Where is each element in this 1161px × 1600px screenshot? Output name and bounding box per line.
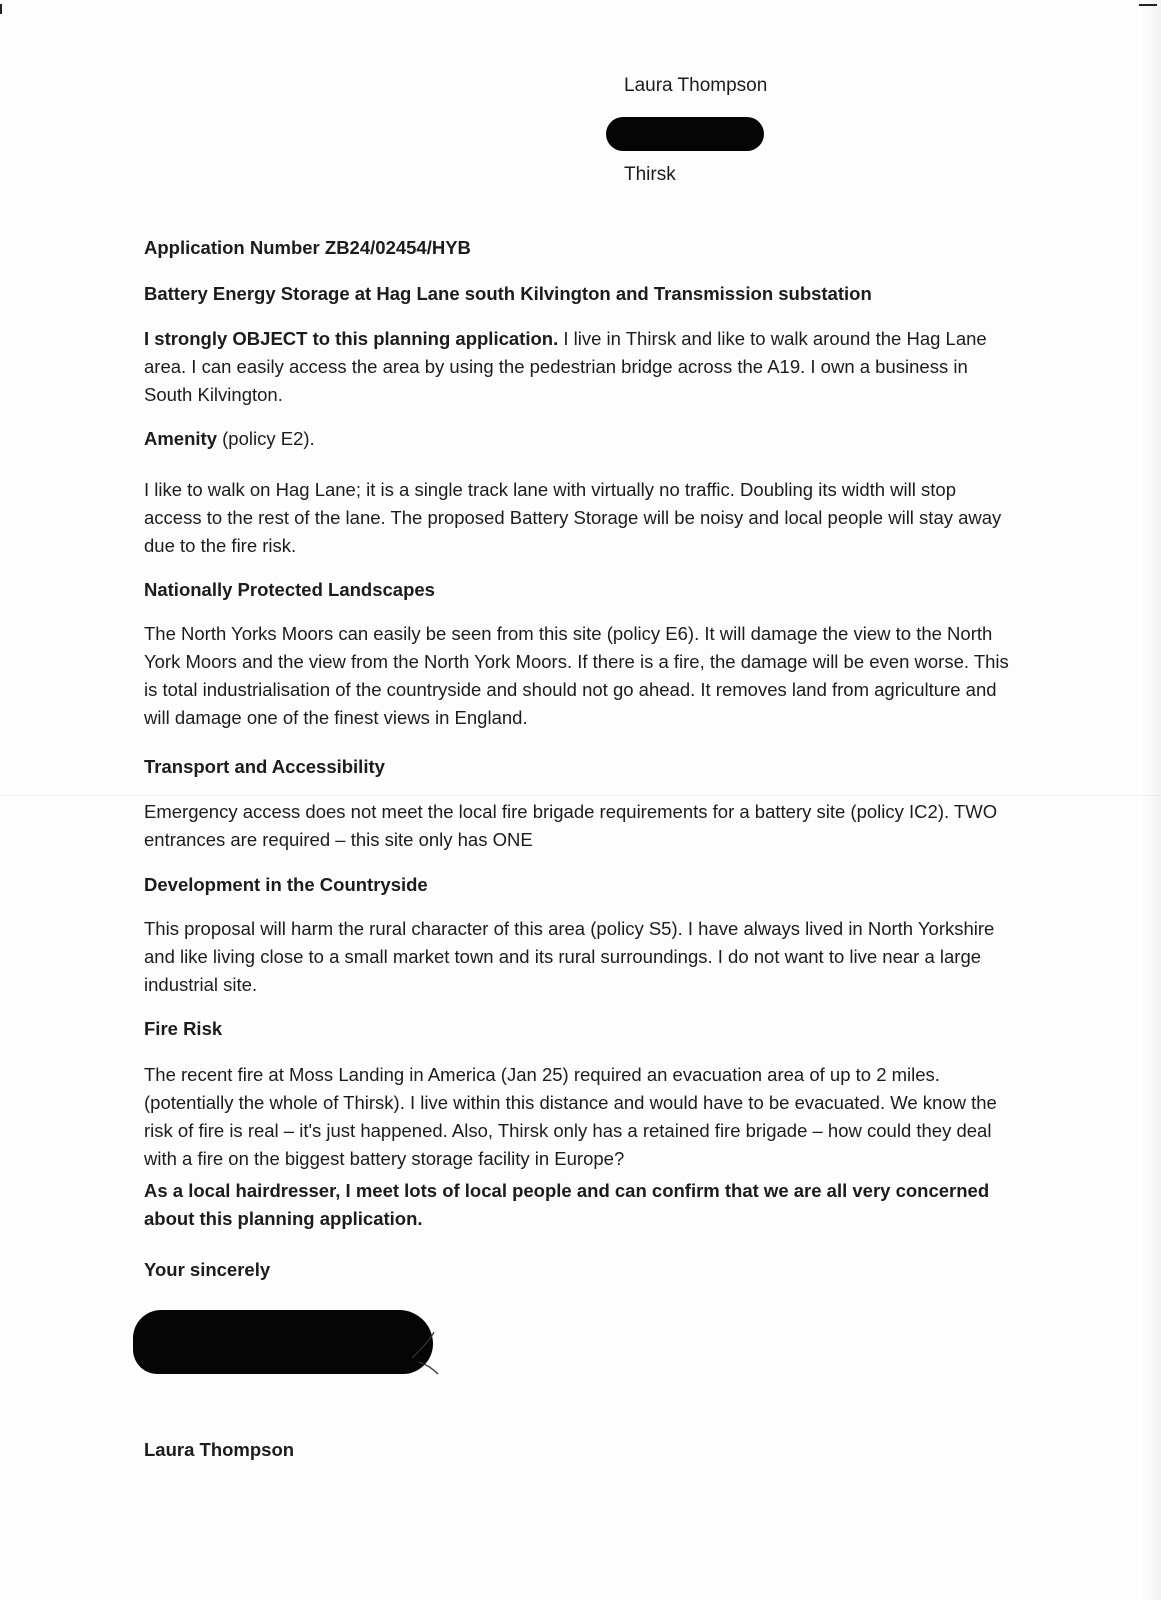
landscapes-body: The North Yorks Moors can easily be seen from this site (policy E6). It will damage the view to the North York Moors and the view from the North York Moors. If there is a fire, the damage will be even worse. This is total industrialisation of the countryside and should not go ahead. It removes land from agriculture and will damage one of the finest views in England. xyxy=(144,623,1009,728)
scan-artifact-line xyxy=(0,795,1161,796)
closing-statement: As a local hairdresser, I meet lots of local people and can confirm that we are all very concerned about this planning application. xyxy=(144,1180,990,1229)
amenity-heading-bold: Amenity xyxy=(144,428,217,449)
countryside-heading: Development in the Countryside xyxy=(144,874,428,895)
scan-edge xyxy=(1139,0,1161,1600)
application-number: Application Number ZB24/02454/HYB xyxy=(144,237,471,258)
signature-name: Laura Thompson xyxy=(144,1439,295,1460)
intro-text: I live in Thirsk and like to walk around the Hag Lane area. I can easily access the area by using the pedestrian bridge across the A19. I own a business in South Kilvington. xyxy=(144,328,987,405)
intro-paragraph xyxy=(144,325,1014,409)
amenity-heading-policy: (policy E2). xyxy=(217,428,315,449)
sign-off: Your sincerely xyxy=(144,1259,271,1280)
transport-body: Emergency access does not meet the local fire brigade requirements for a battery site (policy IC2). TWO entrances are required – this site only has ONE xyxy=(144,801,998,850)
countryside-body: This proposal will harm the rural character of this area (policy S5). I have always lived in North Yorkshire and like living close to a small market town and its rural surroundings. I do not want to live near a large industrial site. xyxy=(144,918,995,995)
fire-risk-heading: Fire Risk xyxy=(144,1018,223,1039)
application-subject: Battery Energy Storage at Hag Lane south Kilvington and Transmission substation xyxy=(144,283,872,304)
redacted-signature xyxy=(133,1310,433,1374)
scan-mark xyxy=(1139,4,1157,6)
amenity-heading xyxy=(144,425,1014,453)
fire-risk-body: The recent fire at Moss Landing in America (Jan 25) required an evacuation area of up to 2 miles. (potentially the whole of Thirsk). I live within this distance and would have to be evacuated. We know the risk of fire is real – it's just happened. Also, Thirsk only has a retained fire brigade – how could they deal with a fire on the biggest battery storage facility in Europe? xyxy=(144,1064,997,1169)
landscapes-heading: Nationally Protected Landscapes xyxy=(144,579,435,600)
signature-stroke-icon xyxy=(408,1328,448,1378)
sender-name: Laura Thompson xyxy=(624,75,768,96)
transport-heading: Transport and Accessibility xyxy=(144,756,385,777)
objection-statement: I strongly OBJECT to this planning application. xyxy=(144,328,559,349)
amenity-body: I like to walk on Hag Lane; it is a single track lane with virtually no traffic. Doubling its width will stop access to the rest of the lane. The proposed Battery Storage will be noisy and local people will stay away due to the fire risk. xyxy=(144,479,1002,556)
scan-mark xyxy=(0,4,2,14)
sender-town: Thirsk xyxy=(624,164,676,185)
redacted-address-block xyxy=(606,117,764,151)
